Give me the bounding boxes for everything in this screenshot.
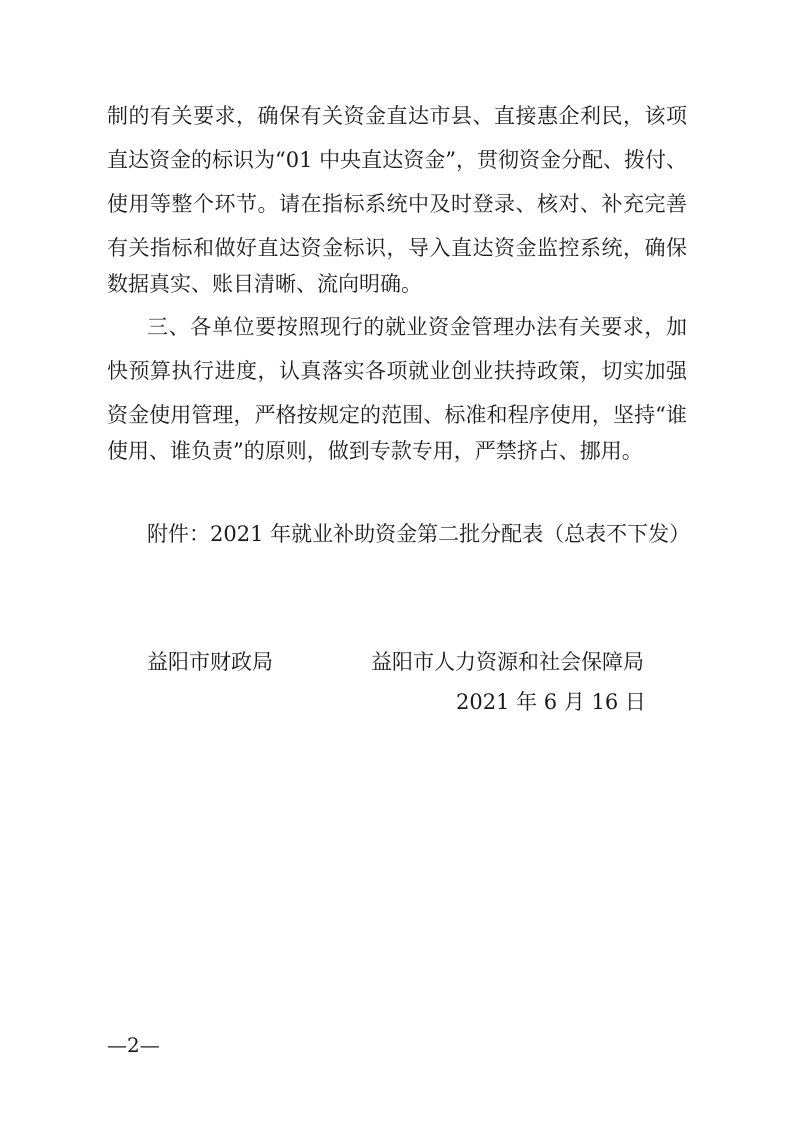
paragraph-2-line-3: 使用等整个环节。请在指标系统中及时登录、核对、补充完善 — [107, 192, 687, 216]
paragraph-2-line-1: 制的有关要求，确保有关资金直达市县、直接惠企利民，该项 — [107, 104, 687, 128]
signature-hr-bureau: 益阳市人力资源和社会保障局 — [371, 650, 644, 674]
signature-date: 2021 年 6 月 16 日 — [456, 690, 646, 714]
paragraph-2-line-5: 数据真实、账目清晰、流向明确。 — [107, 272, 422, 296]
attachment-note: 附件：2021 年就业补助资金第二批分配表（总表不下发） — [147, 522, 691, 546]
paragraph-3-line-1: 三、各单位要按照现行的就业资金管理办法有关要求，加 — [147, 315, 687, 339]
page-number: —2— — [107, 1033, 160, 1057]
paragraph-2-line-2: 直达资金的标识为“01 中央直达资金”，贯彻资金分配、拨付、 — [107, 148, 687, 172]
paragraph-2-line-4: 有关指标和做好直达资金标识，导入直达资金监控系统，确保 — [107, 236, 687, 260]
paragraph-3-line-4: 使用、谁负责”的原则，做到专款专用，严禁挤占、挪用。 — [107, 439, 643, 463]
signature-finance-bureau: 益阳市财政局 — [147, 650, 273, 674]
paragraph-3-line-3: 资金使用管理，严格按规定的范围、标准和程序使用，坚持“谁 — [107, 403, 687, 427]
paragraph-3-line-2: 快预算执行进度，认真落实各项就业创业扶持政策，切实加强 — [107, 359, 687, 383]
